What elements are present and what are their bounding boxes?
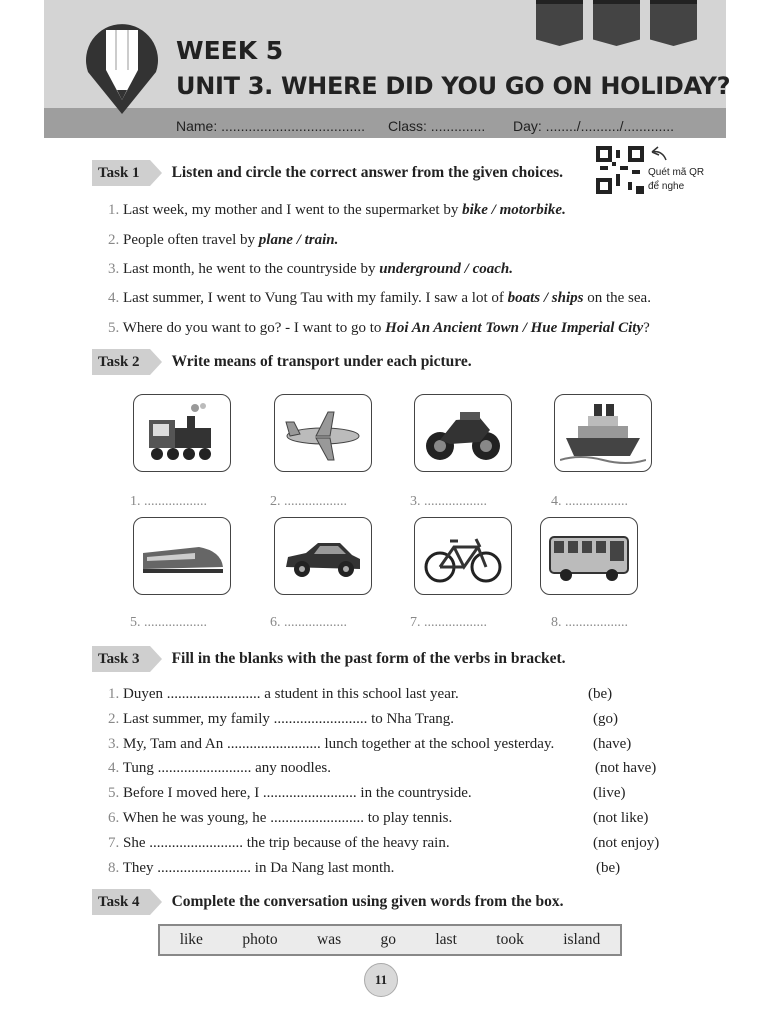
answer-blank[interactable]: 8. ..................: [551, 615, 628, 630]
task1-title: Listen and circle the correct answer from the given choices.: [171, 164, 563, 181]
verb-hint: (not like): [593, 810, 649, 826]
task4-title: Complete the conversation using given words from the box.: [171, 893, 564, 910]
item-text-after: on the sea.: [583, 290, 651, 306]
verb-hint: (not have): [595, 760, 657, 777]
item-text: Last month, he went to the countryside by: [123, 261, 380, 277]
item-text[interactable]: They ......................... in Da Nang last month.: [122, 859, 395, 876]
item-number: 6.: [108, 810, 120, 826]
verb-hint: (be): [596, 859, 621, 876]
picture-frame: [274, 517, 372, 595]
item-number: 3.: [108, 261, 120, 277]
task3-item: [108, 810, 452, 827]
item-text[interactable]: My, Tam and An ......................... lunch together at the school yesterday.: [123, 735, 555, 752]
task1-label: Task 1: [92, 160, 150, 186]
page-number: 11: [364, 963, 398, 997]
task3-item: [108, 686, 459, 703]
unit-title: UNIT 3. WHERE DID YOU GO ON HOLIDAY?: [176, 72, 731, 100]
item-text[interactable]: She ......................... the trip because of the heavy rain.: [123, 834, 450, 851]
word-box-item: last: [435, 931, 457, 948]
task3-item: [108, 785, 472, 802]
item-number: 1.: [108, 202, 120, 218]
task3-label: Task 3: [92, 646, 150, 672]
task2-title: Write means of transport under each picture.: [171, 353, 472, 370]
picture-frame: [414, 517, 512, 595]
item-text[interactable]: Tung ......................... any noodles.: [122, 760, 331, 777]
qr-code-icon: [596, 146, 644, 194]
verb-hint: (not enjoy): [593, 834, 660, 851]
answer-blank[interactable]: 1. ..................: [130, 494, 207, 509]
header-tab: [650, 0, 697, 46]
name-field-label: Name: .....................................: [176, 118, 366, 134]
item-text: People often travel by: [123, 232, 259, 248]
answer-blank[interactable]: 2. ..................: [270, 494, 347, 509]
header-tab: [536, 0, 583, 46]
airplane-icon: [280, 400, 366, 466]
ship-icon: [560, 400, 646, 466]
item-number: 5.: [108, 785, 120, 802]
high-speed-train-icon: [139, 523, 225, 589]
pointer-icon: [650, 146, 668, 162]
task1-item: [108, 320, 650, 337]
answer-blank[interactable]: 4. ..................: [551, 494, 628, 509]
qr-note-line2: để nghe: [648, 181, 685, 192]
word-box-item: like: [179, 931, 203, 948]
item-number: 1.: [108, 686, 120, 702]
header-tabs: [536, 0, 697, 46]
word-box-item: photo: [242, 931, 278, 948]
item-text[interactable]: Last summer, my family ......................... to Nha Trang.: [123, 710, 455, 727]
picture-frame: [274, 394, 372, 472]
item-number: 4.: [108, 760, 120, 777]
picture-frame: [414, 394, 512, 472]
verb-hint: (go): [593, 710, 618, 727]
task1-heading: [92, 160, 563, 186]
item-number: 8.: [108, 859, 120, 876]
verb-hint: (live): [593, 785, 626, 802]
task3-item: [108, 736, 554, 753]
item-text-after: ?: [643, 320, 650, 336]
task1-item: [108, 232, 338, 249]
item-text: Last week, my mother and I went to the supermarket by: [123, 202, 463, 218]
task2-heading: [92, 349, 472, 375]
answer-choice[interactable]: bike / motorbike.: [462, 202, 566, 218]
train-icon: [139, 400, 225, 466]
verb-hint: (be): [588, 686, 613, 702]
bus-icon: [546, 523, 632, 589]
picture-frame: [133, 517, 231, 595]
week-title: WEEK 5: [176, 36, 284, 65]
word-box-item: took: [496, 931, 524, 948]
answer-choice[interactable]: Hoi An Ancient Town / Hue Imperial City: [385, 320, 644, 336]
answer-blank[interactable]: 6. ..................: [270, 615, 347, 630]
word-box-item: go: [380, 931, 396, 948]
item-number: 2.: [108, 232, 120, 248]
answer-choice[interactable]: plane / train.: [258, 232, 339, 248]
answer-choice[interactable]: underground / coach.: [379, 261, 513, 277]
task4-label: Task 4: [92, 889, 150, 915]
header-tab: [593, 0, 640, 46]
answer-choice[interactable]: boats / ships: [507, 290, 584, 306]
item-number: 4.: [108, 290, 120, 306]
task3-item: [108, 835, 450, 852]
task2-label: Task 2: [92, 349, 150, 375]
qr-note: [648, 166, 704, 194]
class-field-label: Class: ..............: [388, 118, 486, 134]
word-box: [158, 924, 622, 956]
task3-title: Fill in the blanks with the past form of the verbs in bracket.: [171, 650, 566, 667]
answer-blank[interactable]: 3. ..................: [410, 494, 487, 509]
picture-frame: [554, 394, 652, 472]
qr-note-line1: Quét mã QR: [648, 167, 705, 178]
item-text[interactable]: Before I moved here, I ......................... in the countryside.: [123, 785, 472, 802]
item-text: Last summer, I went to Vung Tau with my family. I saw a lot of: [123, 290, 508, 306]
day-field-label: Day: ......../........../.............: [513, 118, 675, 134]
bicycle-icon: [420, 523, 506, 589]
pencil-icon: [84, 24, 160, 116]
task1-item: [108, 202, 566, 219]
task3-heading: [92, 646, 566, 672]
task4-heading: [92, 889, 564, 915]
item-number: 5.: [108, 320, 120, 336]
item-number: 7.: [108, 834, 120, 851]
answer-blank[interactable]: 5. ..................: [130, 615, 207, 630]
item-number: 3.: [108, 735, 120, 752]
picture-frame: [133, 394, 231, 472]
task1-item: [108, 290, 651, 307]
motorbike-icon: [420, 400, 506, 466]
item-text: Where do you want to go? - I want to go to: [122, 320, 386, 336]
verb-hint: (have): [593, 735, 632, 752]
car-icon: [280, 523, 366, 589]
word-box-item: island: [563, 931, 601, 948]
task3-item: [108, 860, 394, 877]
task1-item: [108, 261, 513, 278]
word-box-item: was: [317, 931, 342, 948]
picture-frame: [540, 517, 638, 595]
task3-item: [108, 760, 331, 777]
item-text[interactable]: When he was young, he ......................... to play tennis.: [122, 810, 453, 826]
answer-blank[interactable]: 7. ..................: [410, 615, 487, 630]
item-text[interactable]: Duyen ......................... a student in this school last year.: [123, 686, 459, 702]
task3-item: [108, 711, 454, 728]
item-number: 2.: [108, 710, 120, 727]
